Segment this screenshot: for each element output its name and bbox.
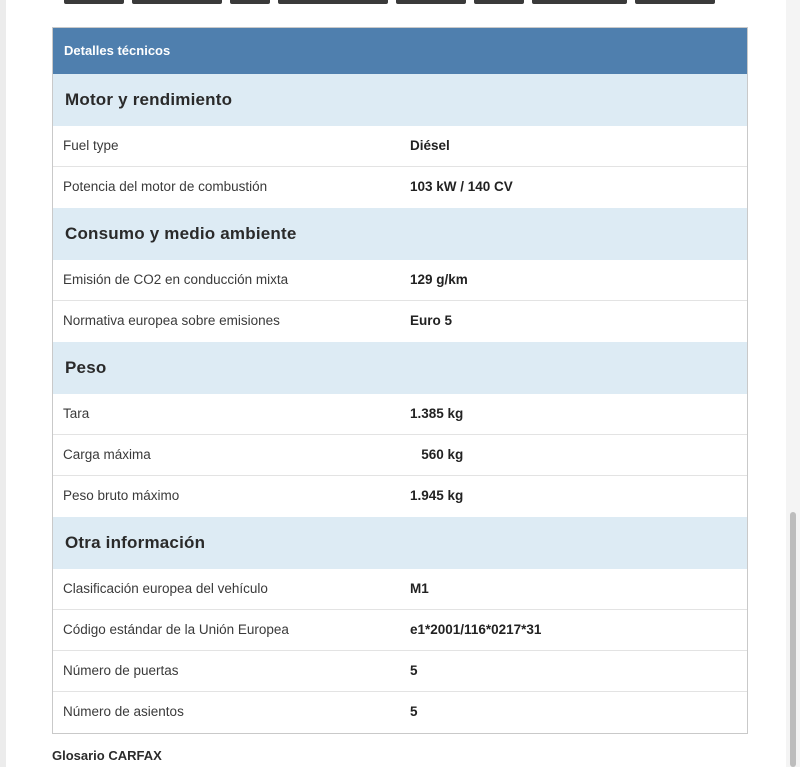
spec-row: [53, 610, 747, 651]
spec-label: Carga máxima: [63, 447, 151, 462]
scrollbar-thumb[interactable]: [790, 512, 796, 767]
spec-label: Fuel type: [63, 138, 119, 153]
panel-header: Detalles técnicos: [53, 28, 747, 74]
spec-row: [53, 692, 747, 733]
spec-label: Número de puertas: [63, 663, 179, 678]
left-page-edge: [0, 0, 6, 767]
spec-value: 103 kW / 140 CV: [410, 179, 513, 194]
spec-value: 1.385 kg: [410, 406, 464, 421]
spec-row: [53, 126, 747, 167]
spec-value: 560 kg: [410, 447, 464, 462]
spec-value: 1.945 kg: [410, 488, 464, 503]
spec-label: Potencia del motor de combustión: [63, 179, 268, 194]
spec-value: Diésel: [410, 138, 450, 153]
spec-value: 129 g/km: [410, 272, 468, 287]
spec-value: M1: [410, 581, 429, 596]
scrollbar[interactable]: [786, 0, 800, 767]
glossary-link[interactable]: Glosario CARFAX: [52, 748, 162, 763]
spec-value: Euro 5: [410, 313, 453, 328]
section-title: Motor y rendimiento: [53, 74, 747, 126]
spec-label: Normativa europea sobre emisiones: [63, 313, 280, 328]
spec-row: [53, 394, 747, 435]
spec-label: Tara: [63, 406, 90, 421]
section-title: Otra información: [53, 517, 747, 569]
cropped-text-line: [64, 0, 734, 6]
spec-row: [53, 476, 747, 517]
spec-row: [53, 435, 747, 476]
spec-label: Clasificación europea del vehículo: [63, 581, 268, 596]
spec-row: [53, 260, 747, 301]
spec-row: [53, 167, 747, 208]
section-engine: [53, 74, 747, 208]
spec-row: [53, 651, 747, 692]
section-consumption: [53, 208, 747, 342]
spec-row: [53, 569, 747, 610]
section-title: Peso: [53, 342, 747, 394]
spec-label: Código estándar de la Unión Europea: [63, 622, 289, 637]
spec-label: Número de asientos: [63, 704, 184, 719]
spec-value: 5: [410, 704, 418, 719]
spec-value: e1*2001/116*0217*31: [410, 622, 542, 637]
spec-label: Emisión de CO2 en conducción mixta: [63, 272, 289, 287]
technical-details-panel: [52, 27, 748, 734]
section-weight: [53, 342, 747, 517]
spec-label: Peso bruto máximo: [63, 488, 180, 503]
spec-row: [53, 301, 747, 342]
section-title: Consumo y medio ambiente: [53, 208, 747, 260]
section-other-info: [53, 517, 747, 733]
spec-value: 5: [410, 663, 418, 678]
